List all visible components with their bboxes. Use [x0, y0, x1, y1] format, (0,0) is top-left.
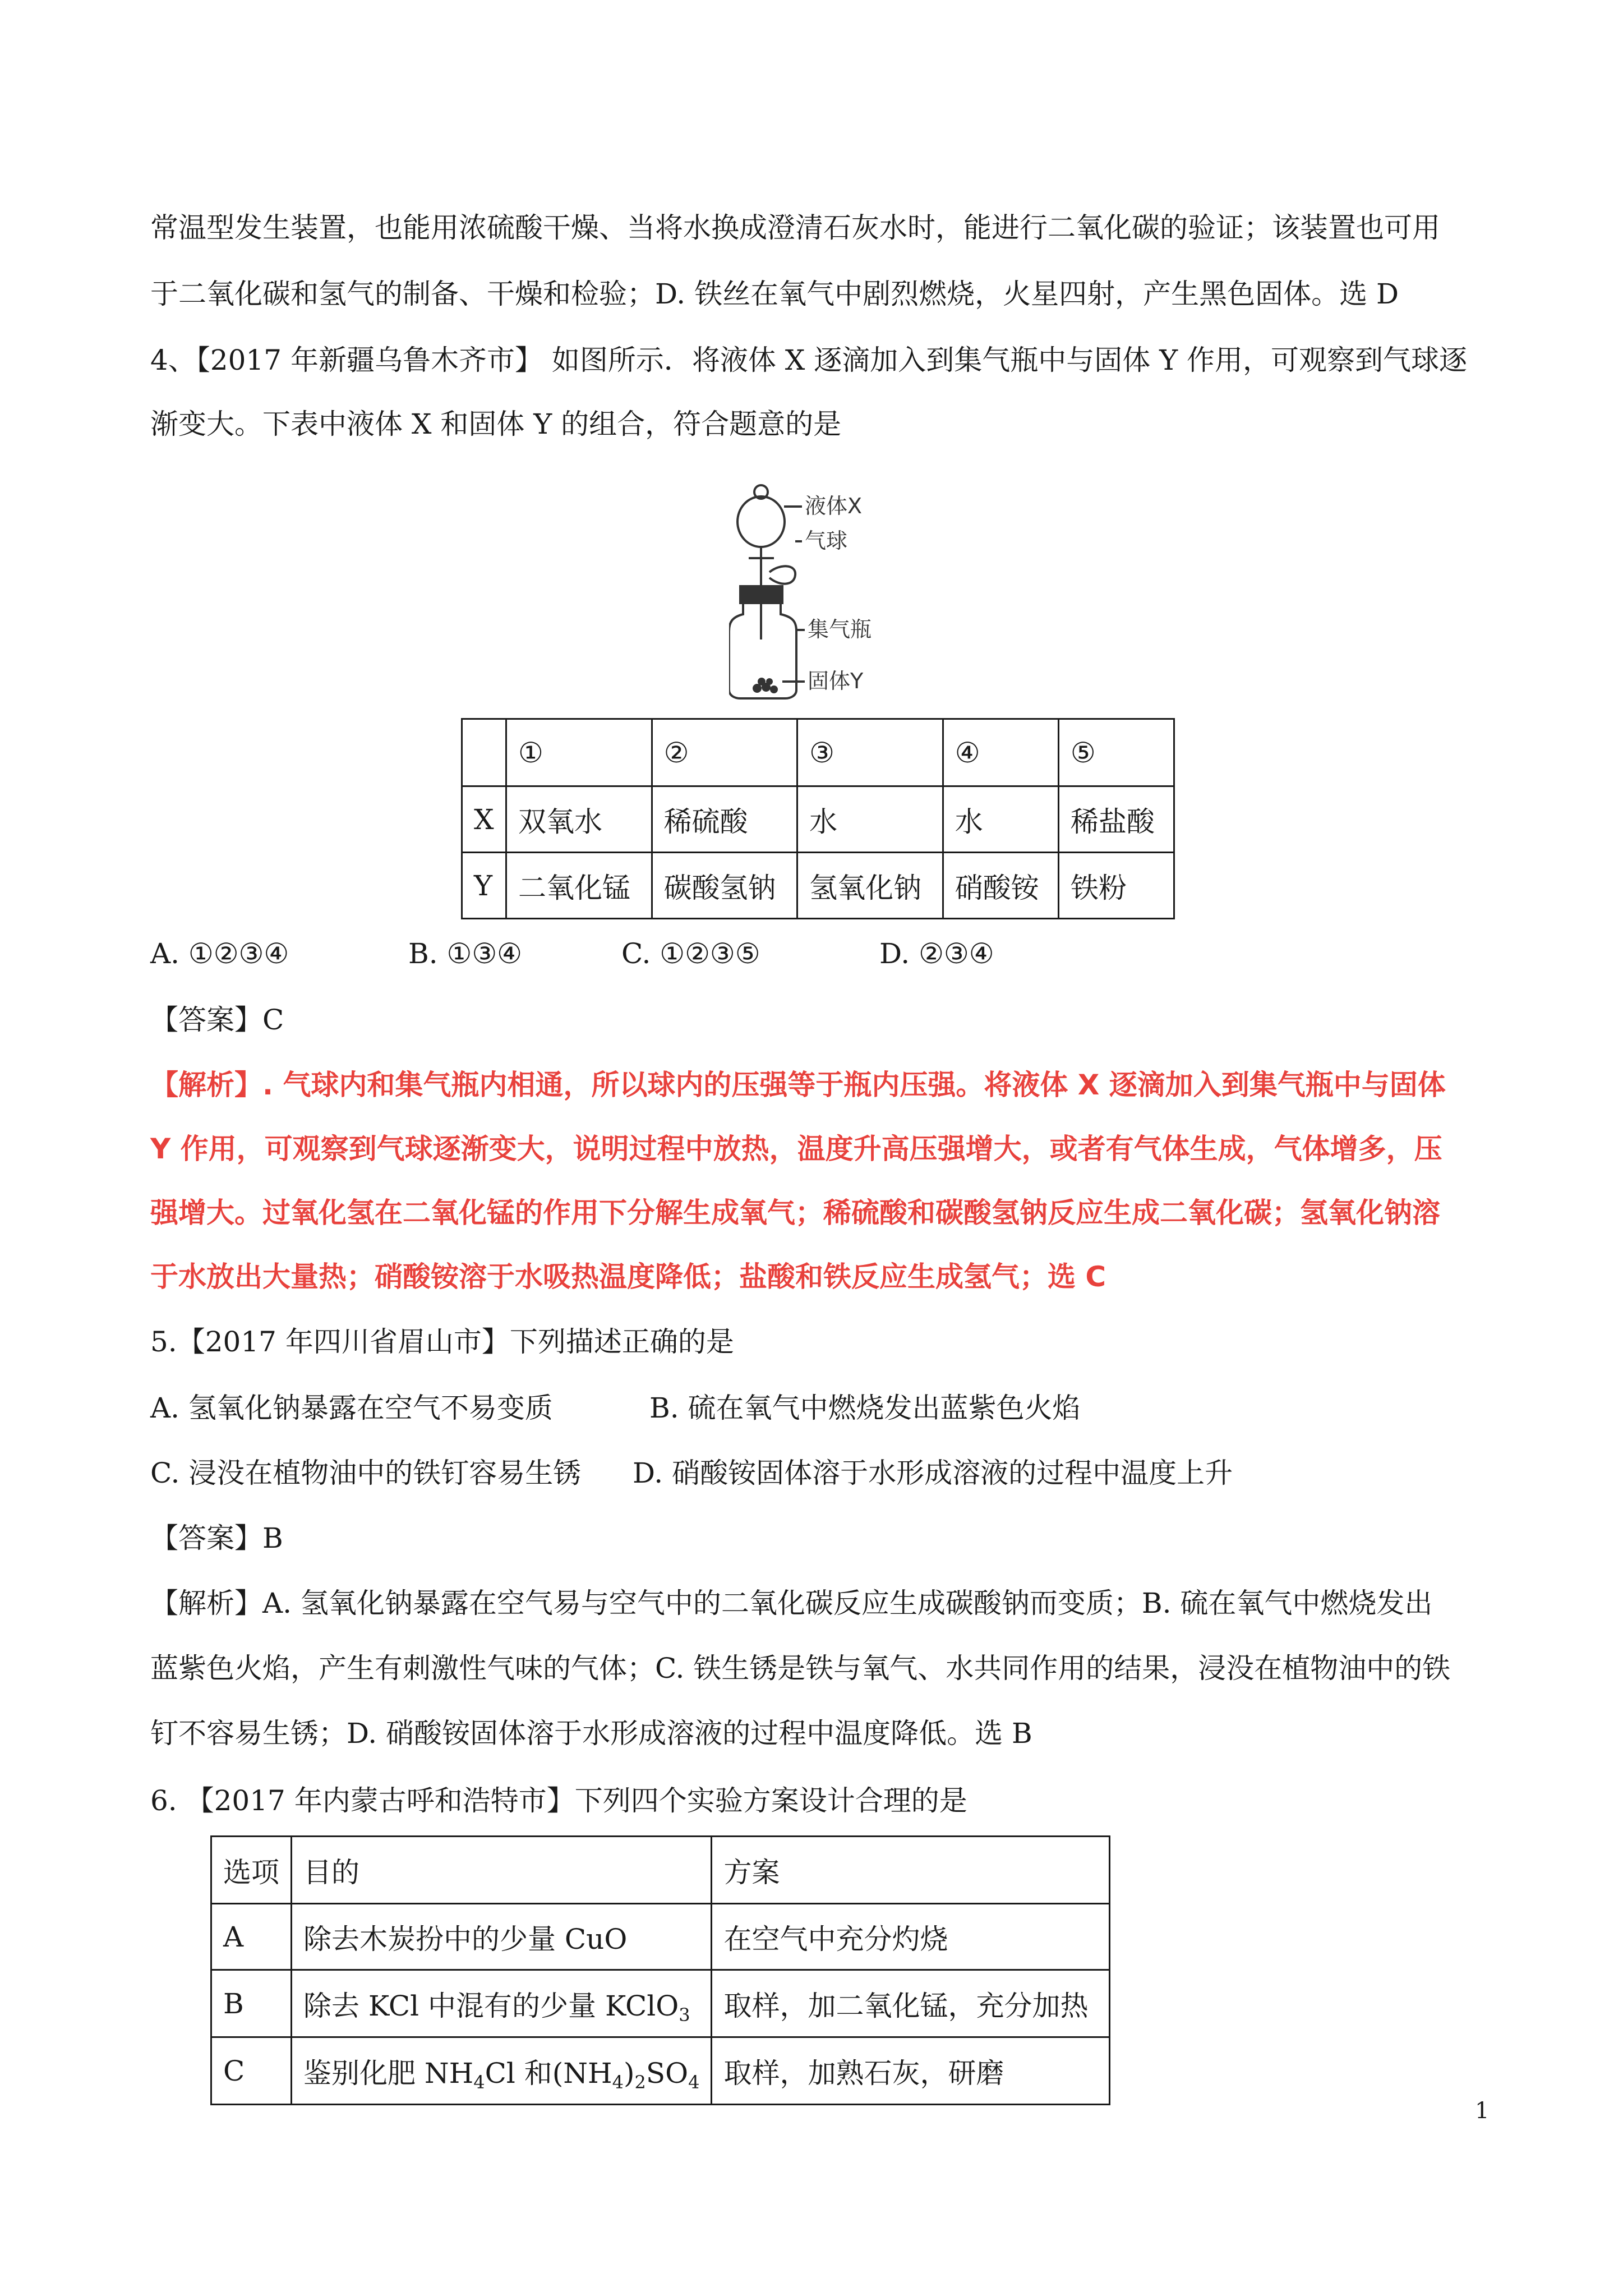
table-cell: 方案: [712, 1837, 1110, 1904]
table-cell: C: [211, 2037, 292, 2105]
table-cell: [292, 2037, 712, 2105]
q5-explanation: 【解析】A. 氢氧化钠暴露在空气易与空气中的二氧化碳反应生成碳酸钠而变质；B. 硫在氧气中燃烧发出: [150, 1587, 1433, 1619]
table-cell: [462, 719, 506, 786]
subscript: 4: [688, 2071, 700, 2093]
subscript: 4: [473, 2071, 485, 2093]
table-cell: 水: [797, 786, 943, 853]
apparatus-figure: [729, 480, 920, 701]
table-cell: 目的: [292, 1837, 712, 1904]
figure-label-solid: 固体Y: [808, 669, 864, 693]
subscript: 2: [634, 2071, 646, 2093]
q4-explanation: Y 作用，可观察到气球逐渐变大，说明过程中放热，温度升高压强增大，或者有气体生成，气体增多，压: [150, 1133, 1442, 1165]
q4-explanation: 强增大。过氧化氢在二氧化锰的作用下分解生成氧气；稀硫酸和碳酸氢钠反应生成二氧化碳；氢氧化钠溶: [150, 1197, 1440, 1229]
table-cell: 氢氧化钠: [797, 853, 943, 919]
paragraph-line: 于二氧化碳和氢气的制备、干燥和检验；D. 铁丝在氧气中剧烈燃烧，火星四射，产生黑色固体。选 D: [150, 278, 1399, 310]
question-4-title: 4、【2017 年新疆乌鲁木齐市】 如图所示．将液体 X 逐滴加入到集气瓶中与固体 Y 作用，可观察到气球逐: [150, 344, 1468, 376]
table-cell: 除去木炭扮中的少量 CuO: [292, 1904, 712, 1970]
option-d: D. 硝酸铵固体溶于水形成溶液的过程中温度上升: [633, 1457, 1233, 1489]
cell-text: 鉴别化肥 NH: [303, 2056, 474, 2090]
table-cell: [292, 1970, 712, 2037]
option-c: C. 浸没在植物油中的铁钉容易生锈: [150, 1457, 582, 1489]
figure-label-liquid: 液体X: [805, 494, 863, 518]
option-c: C. ①②③⑤: [621, 937, 760, 970]
table-row: [211, 1904, 1110, 1970]
table-cell: ④: [943, 719, 1058, 786]
combination-table: [461, 718, 1175, 919]
subscript: 3: [679, 2004, 690, 2026]
table-cell: 取样，加二氧化锰，充分加热: [712, 1970, 1110, 2037]
question-5-title: 5.【2017 年四川省眉山市】下列描述正确的是: [150, 1326, 734, 1358]
option-b: B. ①③④: [408, 937, 523, 970]
table-cell: ②: [652, 719, 797, 786]
page-number: 1: [1475, 2098, 1490, 2124]
table-cell: B: [211, 1970, 292, 2037]
table-cell: 取样，加熟石灰，研磨: [712, 2037, 1110, 2105]
q4-explanation: 【解析】. 气球内和集气瓶内相通，所以球内的压强等于瓶内压强。将液体 X 逐滴加入到集气瓶中与固体: [150, 1069, 1446, 1101]
option-a: A. ①②③④: [150, 937, 289, 970]
table-cell: 水: [943, 786, 1058, 853]
table-cell: Y: [462, 853, 506, 919]
question-4-title-cont: 渐变大。下表中液体 X 和固体 Y 的组合，符合题意的是: [150, 408, 842, 440]
experiment-table: [210, 1835, 1110, 2105]
q4-options: [150, 936, 994, 972]
table-cell: X: [462, 786, 506, 853]
paragraph-line: 常温型发生装置，也能用浓硫酸干燥、当将水换成澄清石灰水时，能进行二氧化碳的验证；该装置也可用: [150, 211, 1440, 244]
table-cell: 硝酸铵: [943, 853, 1058, 919]
q5-explanation: 钉不容易生锈；D. 硝酸铵固体溶于水形成溶液的过程中温度降低。选 B: [150, 1717, 1032, 1750]
cell-text: ): [623, 2056, 635, 2090]
table-cell: 碳酸氢钠: [652, 853, 797, 919]
table-cell: 在空气中充分灼烧: [712, 1904, 1110, 1970]
cell-text: 除去 KCl 中混有的少量 KClO: [303, 1989, 679, 2022]
table-row: [462, 786, 1174, 853]
option-b: B. 硫在氧气中燃烧发出蓝紫色火焰: [649, 1392, 1081, 1424]
q4-answer: 【答案】C: [150, 1004, 284, 1036]
table-cell: 稀盐酸: [1058, 786, 1174, 853]
table-row: [462, 719, 1174, 786]
q5-options-row2: [150, 1455, 1233, 1491]
table-cell: ③: [797, 719, 943, 786]
table-cell: ①: [506, 719, 652, 786]
table-cell: A: [211, 1904, 292, 1970]
table-cell: 双氧水: [506, 786, 652, 853]
table-row: [462, 853, 1174, 919]
table-row: [211, 2037, 1110, 2105]
q5-answer: 【答案】B: [150, 1522, 283, 1554]
option-a: A. 氢氧化钠暴露在空气不易变质: [150, 1392, 553, 1424]
q5-explanation: 蓝紫色火焰，产生有刺激性气味的气体；C. 铁生锈是铁与氧气、水共同作用的结果，浸没在植物油中的铁: [150, 1652, 1451, 1685]
table-cell: 二氧化锰: [506, 853, 652, 919]
cell-text: SO: [645, 2056, 689, 2090]
option-d: D. ②③④: [879, 937, 994, 970]
subscript: 4: [612, 2071, 624, 2093]
table-row: [211, 1837, 1110, 1904]
cell-text: Cl 和(NH: [485, 2056, 612, 2090]
table-cell: 铁粉: [1058, 853, 1174, 919]
figure-label-balloon: 气球: [805, 528, 848, 553]
table-cell: 选项: [211, 1837, 292, 1904]
table-cell: 稀硫酸: [652, 786, 797, 853]
figure-label-bottle: 集气瓶: [808, 617, 872, 642]
q4-explanation: 于水放出大量热；硝酸铵溶于水吸热温度降低；盐酸和铁反应生成氢气；选 C: [150, 1260, 1106, 1293]
table-cell: ⑤: [1058, 719, 1174, 786]
question-6-title: 6. 【2017 年内蒙古呼和浩特市】下列四个实验方案设计合理的是: [150, 1784, 967, 1817]
q5-options-row1: [150, 1390, 1081, 1426]
table-row: [211, 1970, 1110, 2037]
